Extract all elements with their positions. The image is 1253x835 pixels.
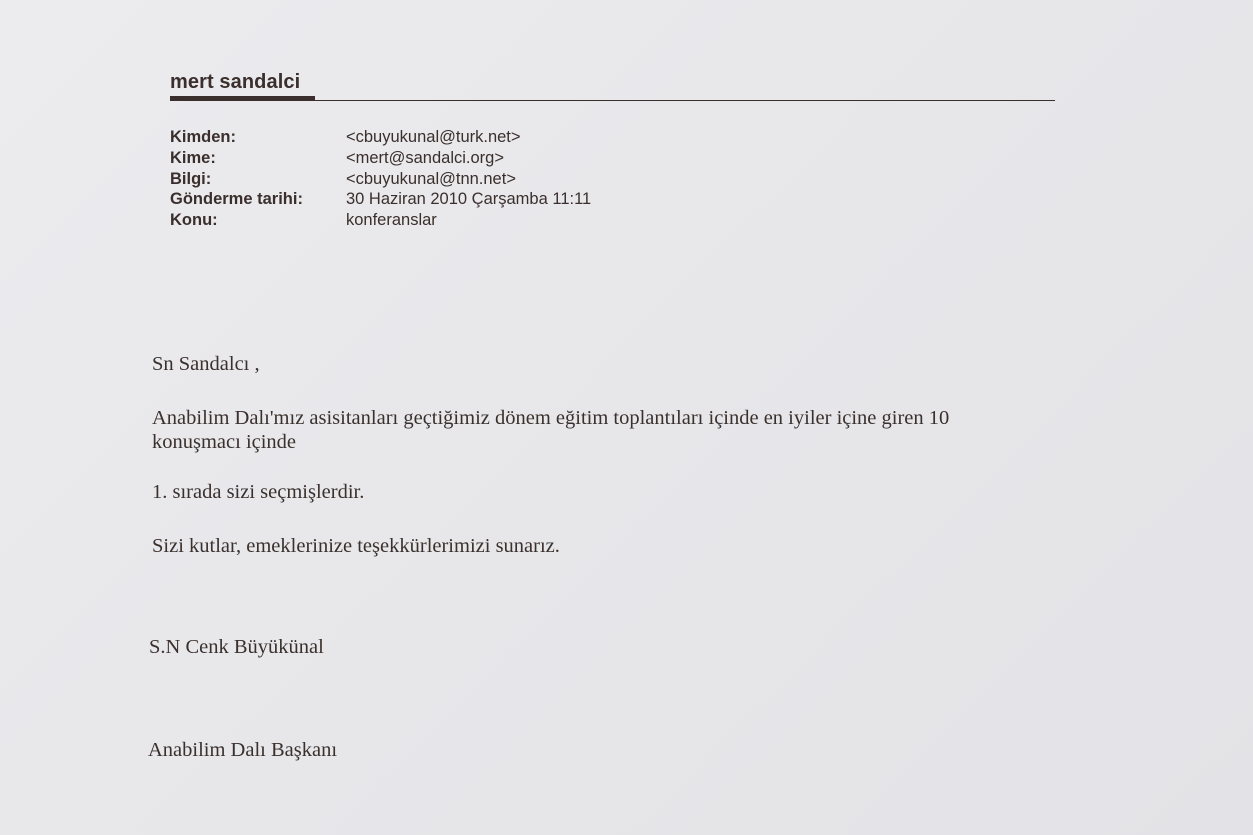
email-meta-block bbox=[170, 127, 591, 231]
meta-value: 30 Haziran 2010 Çarşamba 11:11 bbox=[346, 190, 592, 209]
meta-row-to bbox=[170, 148, 591, 169]
meta-value: <cbuyukunal@turk.net> bbox=[346, 128, 521, 146]
meta-value: <cbuyukunal@tnn.net> bbox=[346, 169, 516, 188]
signature-name: S.N Cenk Büyükünal bbox=[149, 636, 324, 658]
meta-label: Kime: bbox=[170, 148, 216, 167]
meta-value: konferanslar bbox=[346, 211, 437, 230]
letter-paragraph-2: 1. sırada sizi seçmişlerdir. bbox=[152, 481, 365, 503]
signature-title: Anabilim Dalı Başkanı bbox=[148, 739, 338, 761]
meta-label: Kimden: bbox=[170, 128, 236, 146]
meta-row-cc bbox=[170, 169, 591, 190]
meta-label: Gönderme tarihi: bbox=[170, 190, 303, 209]
header-thin-rule bbox=[315, 100, 1055, 101]
letter-paragraph-1 bbox=[152, 406, 949, 454]
meta-label: Bilgi: bbox=[170, 169, 212, 188]
meta-row-subject bbox=[170, 210, 591, 231]
meta-row-from bbox=[170, 127, 591, 148]
paragraph-line: konuşmacı içinde bbox=[152, 431, 297, 453]
meta-row-date bbox=[170, 189, 591, 210]
letter-paragraph-3: Sizi kutlar, emeklerinize teşekkürlerimizi sunarız. bbox=[152, 535, 560, 557]
meta-value: <mert@sandalci.org> bbox=[346, 148, 504, 167]
header-thick-rule bbox=[170, 96, 315, 101]
paragraph-line: Anabilim Dalı'mız asisitanları geçtiğimiz dönem eğitim toplantıları içinde en iyiler içine giren 10 bbox=[152, 407, 950, 429]
meta-label: Konu: bbox=[170, 211, 218, 230]
sender-header-name: mert sandalci bbox=[170, 71, 301, 93]
letter-greeting: Sn Sandalcı , bbox=[152, 353, 260, 375]
